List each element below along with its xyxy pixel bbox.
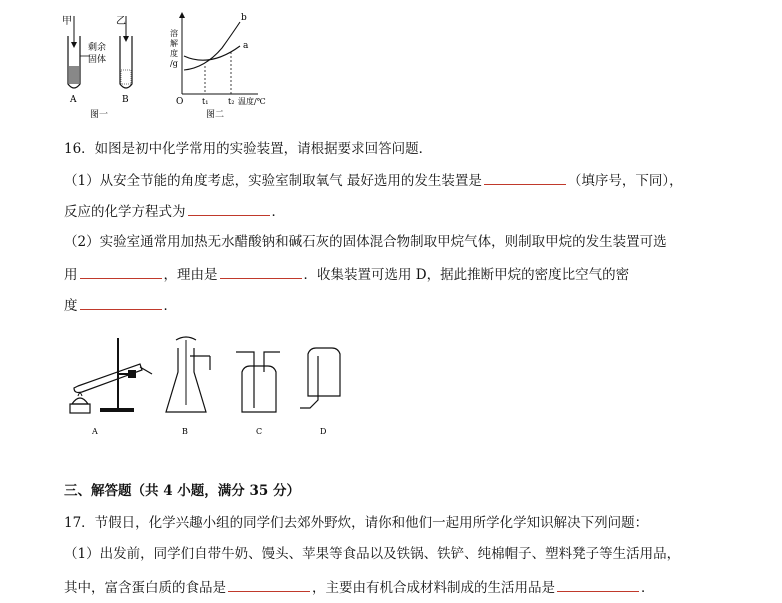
apparatus-b (166, 337, 210, 436)
curve-b (184, 22, 240, 70)
q16-part2-line3 (64, 295, 177, 315)
figure1-caption: 图一 (90, 110, 109, 120)
t1-label: t₁ (202, 97, 209, 106)
q17-part1-line2 (64, 577, 655, 597)
q16-equation-line (64, 201, 285, 221)
q16-stem: 16．如图是初中化学常用的实验装置，请根据要求回答问题． (64, 141, 433, 157)
residue-label: 剩余 (88, 43, 107, 53)
q16-answer-blank-2[interactable] (188, 201, 270, 216)
section3-title: 三、解答题（共 4 小题，满分 35 分） (64, 483, 300, 499)
q16-density-period: ． (163, 298, 177, 314)
apparatus-c-label: C (256, 427, 263, 436)
apparatus-c (236, 352, 280, 436)
y-axis-label-1: 溶 (170, 29, 178, 38)
q16-part1-text: （1）从安全节能的角度考虑，实验室制取氧气 最好选用的发生装置是 (64, 173, 482, 189)
q16-answer-blank-1[interactable] (484, 170, 566, 185)
q16-equation-period: ． (271, 204, 285, 220)
apparatus-d (300, 348, 340, 436)
apparatus-a-label: A (92, 427, 98, 436)
tube-a-label: A (70, 95, 77, 105)
q17-answer-blank-1[interactable] (228, 577, 310, 592)
q16-part1-line (64, 170, 683, 190)
y-axis-label-2: 解 (170, 39, 178, 48)
q16-part2-collect: ．收集装置可选用 D，据此推断甲烷的密度比空气的密 (303, 267, 630, 283)
q16-part2-line2 (64, 264, 629, 284)
q16-part2-reason: ，理由是 (163, 267, 218, 283)
q17-stem: 17．节假日，化学兴趣小组的同学们去郊外野炊，请你和他们一起用所学化学知识解决下列问题： (64, 515, 649, 531)
tube-yi-label: 乙 (116, 16, 126, 27)
q16-answer-blank-5[interactable] (80, 295, 162, 310)
q17-answer-blank-2[interactable] (557, 577, 639, 592)
tube-b-label: B (122, 95, 129, 105)
q16-part1-suffix: （填序号，下同）， (567, 173, 683, 189)
figure2-caption: 图二 (206, 110, 225, 120)
tube-jia-label: 甲 (62, 16, 72, 27)
q17-synthetic-text: ，主要由有机合成材料制成的生活用品是 (312, 580, 555, 596)
q16-equation-text: 反应的化学方程式为 (64, 204, 186, 220)
origin-label: O (176, 97, 184, 107)
q16-answer-blank-3[interactable] (80, 264, 162, 279)
apparatus-a (70, 338, 152, 436)
apparatus-d-label: D (320, 427, 327, 436)
q16-part2-use: 用 (64, 267, 78, 283)
q16-part2-line: （2）实验室通常用加热无水醋酸钠和碱石灰的固体混合物制取甲烷气体，则制取甲烷的发生装置可选 (64, 234, 667, 250)
q16-answer-blank-4[interactable] (220, 264, 302, 279)
y-axis-label-3: 度 (170, 49, 178, 58)
t2-label: t₂ (228, 97, 235, 106)
q17-period: ． (641, 580, 655, 596)
q17-part1: （1）出发前，同学们自带牛奶、馒头、苹果等食品以及铁锅、铁铲、纯棉帽子、塑料凳子等生活用品， (64, 546, 681, 562)
figure-solubility (0, 0, 782, 130)
curve-a-label: a (243, 41, 249, 51)
solid-label: 固体 (88, 55, 107, 65)
apparatus-b-label: B (182, 427, 188, 436)
test-tube-b (120, 36, 132, 88)
q16-density: 度 (64, 298, 78, 314)
q17-protein-text: 其中，富含蛋白质的食品是 (64, 580, 226, 596)
x-axis-label: 温度/℃ (238, 97, 266, 106)
curve-b-label: b (241, 13, 247, 23)
y-axis-label-4: /g (170, 59, 178, 68)
